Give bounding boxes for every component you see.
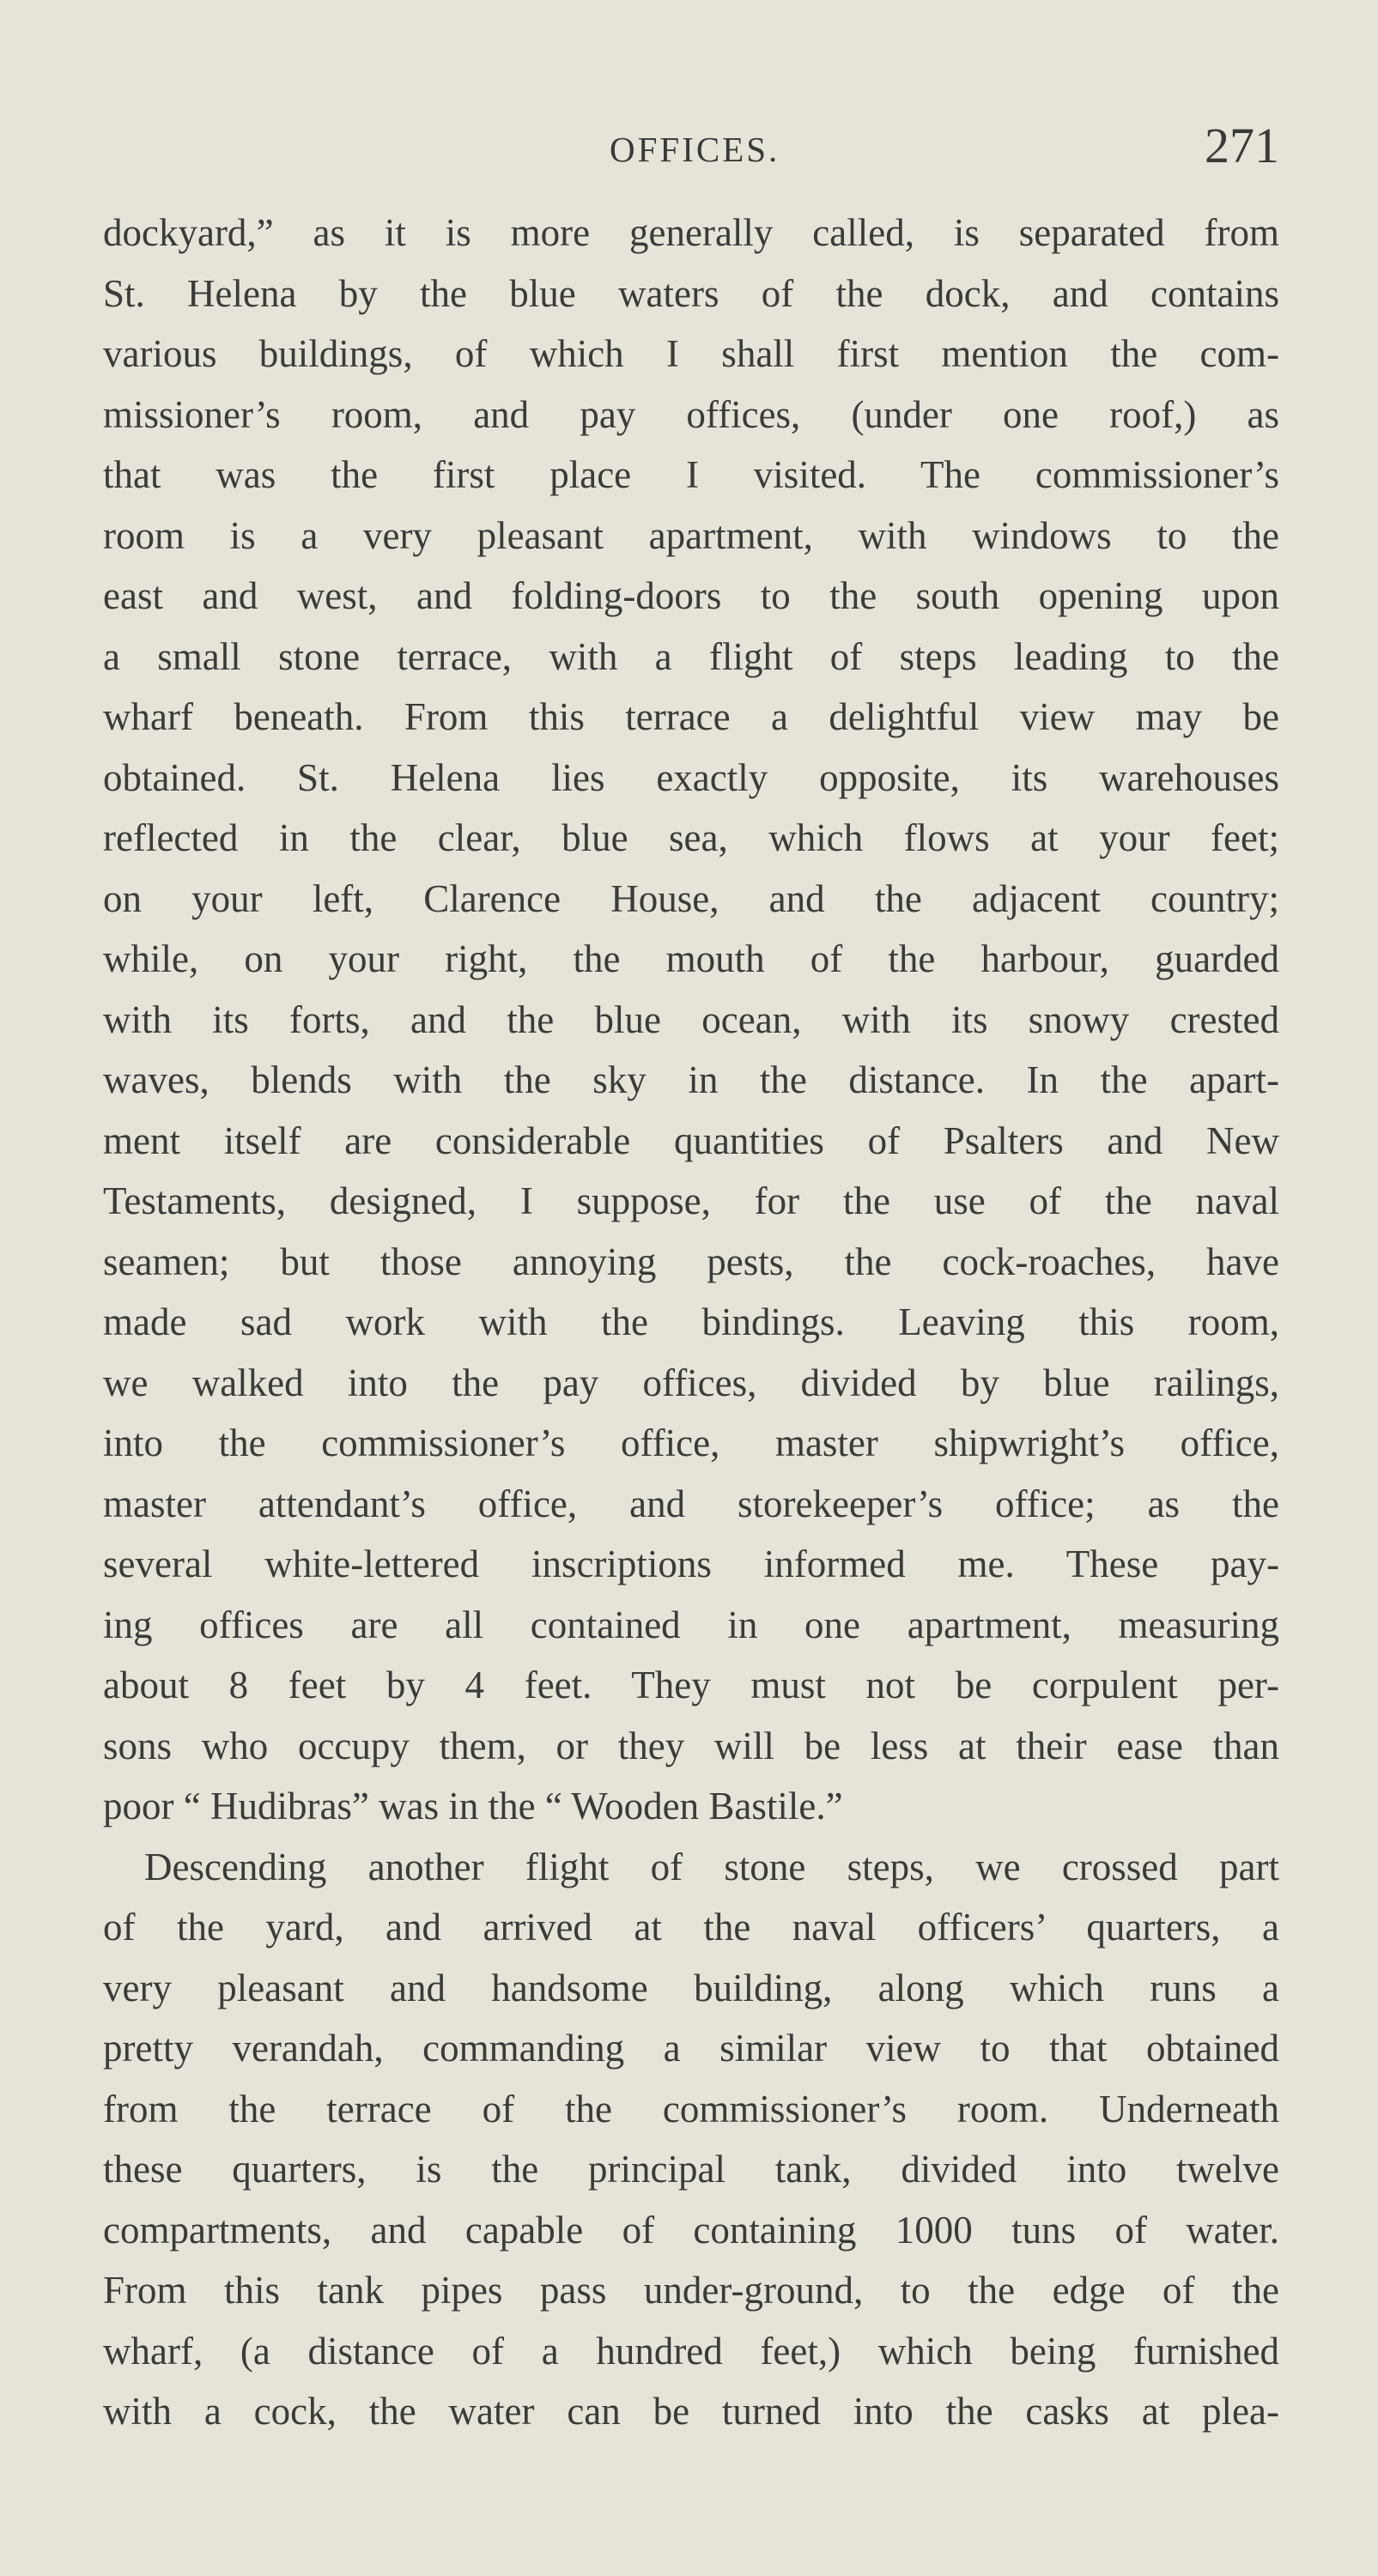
text-line: obtained. St. Helena lies exactly opposite, its warehouses bbox=[103, 755, 1279, 799]
text-line: St. Helena by the blue waters of the dock, and contains bbox=[103, 271, 1279, 315]
text-line: with a cock, the water can be turned into the casks at plea- bbox=[103, 2390, 1279, 2433]
text-line: of the yard, and arrived at the naval officers’ quarters, a bbox=[103, 1906, 1279, 1949]
text-line: compartments, and capable of containing 1000 tuns of water. bbox=[103, 2208, 1279, 2252]
text-line: a small stone terrace, with a flight of steps leading to the bbox=[103, 634, 1279, 678]
text-line: poor “ Hudibras” was in the “ Wooden Bastile.” bbox=[103, 1785, 843, 1827]
text-line: ment itself are considerable quantities of Psalters and New bbox=[103, 1118, 1279, 1162]
text-line: from the terrace of the commissioner’s room. Underneath bbox=[103, 2087, 1279, 2131]
page-header bbox=[103, 120, 1279, 180]
text-line: made sad work with the bindings. Leaving this room, bbox=[103, 1300, 1279, 1343]
text-line: on your left, Clarence House, and the adjacent country; bbox=[103, 876, 1279, 920]
text-line: Descending another flight of stone steps, we crossed part bbox=[144, 1845, 1279, 1888]
body-text bbox=[103, 203, 1279, 2442]
text-line: about 8 feet by 4 feet. They must not be corpulent per- bbox=[103, 1664, 1279, 1706]
text-line: pretty verandah, commanding a similar view to that obtained bbox=[103, 2027, 1279, 2070]
text-line: with its forts, and the blue ocean, with its snowy crested bbox=[103, 997, 1279, 1041]
text-line: room is a very pleasant apartment, with windows to the bbox=[103, 513, 1279, 557]
text-line: several white-lettered inscriptions informed me. These pay- bbox=[103, 1543, 1279, 1585]
running-head: OFFICES. bbox=[610, 130, 780, 169]
text-line: into the commissioner’s office, master shipwright’s office, bbox=[103, 1421, 1279, 1464]
text-line: we walked into the pay offices, divided by blue railings, bbox=[103, 1361, 1279, 1404]
text-line: master attendant’s office, and storekeeper’s office; as the bbox=[103, 1482, 1279, 1525]
text-line: sons who occupy them, or they will be less at their ease than bbox=[103, 1724, 1279, 1767]
text-line: missioner’s room, and pay offices, (under one roof,) as bbox=[103, 392, 1279, 436]
text-line: reflected in the clear, blue sea, which flows at your feet; bbox=[103, 816, 1279, 859]
text-line: wharf beneath. From this terrace a delightful view may be bbox=[103, 695, 1279, 738]
text-line: that was the first place I visited. The commissioner’s bbox=[103, 453, 1279, 496]
text-line: very pleasant and handsome building, along which runs a bbox=[103, 1966, 1279, 2009]
page-number: 271 bbox=[1205, 118, 1279, 173]
text-line: waves, blends with the sky in the distance. In the apart- bbox=[103, 1058, 1279, 1101]
text-line: seamen; but those annoying pests, the cock-roaches, have bbox=[103, 1240, 1279, 1283]
text-line: these quarters, is the principal tank, divided into twelve bbox=[103, 2148, 1279, 2191]
text-line: From this tank pipes pass under-ground, to the edge of the bbox=[103, 2269, 1279, 2312]
text-line: various buildings, of which I shall first mention the com- bbox=[103, 332, 1279, 375]
text-line: dockyard,” as it is more generally called, is separated from bbox=[103, 211, 1279, 254]
text-line: east and west, and folding-doors to the south opening upon bbox=[103, 574, 1279, 617]
text-line: Testaments, designed, I suppose, for the use of the naval bbox=[103, 1179, 1279, 1222]
text-line: ing offices are all contained in one apartment, measuring bbox=[103, 1603, 1279, 1646]
text-line: while, on your right, the mouth of the harbour, guarded bbox=[103, 937, 1279, 980]
text-line: wharf, (a distance of a hundred feet,) which being furnished bbox=[103, 2329, 1279, 2373]
